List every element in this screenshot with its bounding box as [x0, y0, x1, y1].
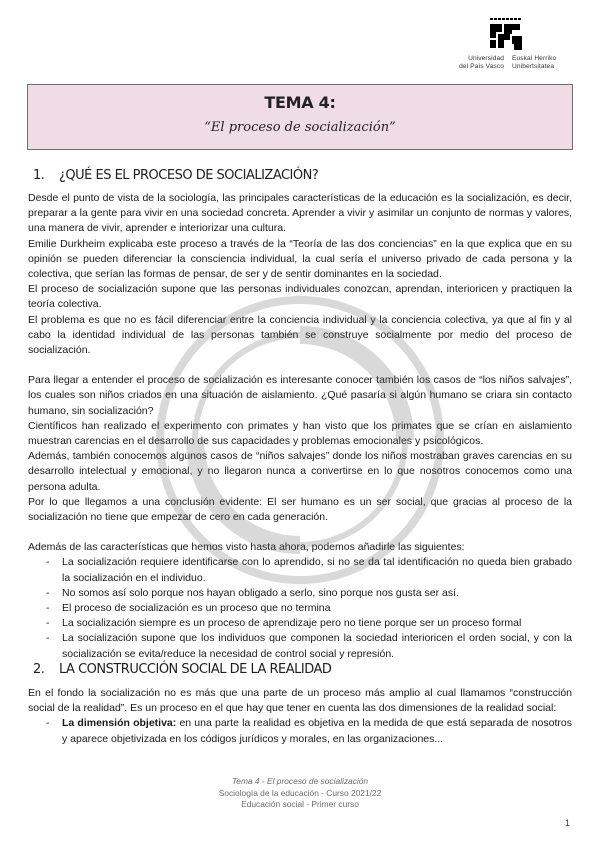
paragraph: Además, también conocemos algunos casos de “niños salvajes” donde los niños mostraban graves carencias en su desarrollo intelectual y emocional, y no llegaron nunca a convertirse en lo que nosotros conocemos como una persona adulta.	[28, 450, 572, 493]
footer-topic: Tema 4 - El proceso de socialización	[231, 776, 369, 786]
university-logo	[446, 18, 566, 74]
watermark-logo-icon	[150, 290, 450, 590]
page-number: 1	[564, 818, 570, 828]
footer-program: Educación social - Primer curso	[241, 799, 359, 809]
list-item: - La socialización siempre es un proceso de aprendizaje pero no tiene porque ser un proceso formal	[28, 616, 572, 631]
section-2-heading: 2. LA CONSTRUCCIÓN SOCIAL DE LA REALIDAD	[33, 662, 332, 677]
page-title: TEMA 4:	[264, 93, 336, 112]
paragraph: Emilie Durkheim explicaba este proceso a través de la “Teoría de las dos conciencias” en la que explica que en su opinión se pueden diferenciar la consciencia individual, la cual sería el universo privado de cada persona y la colectiva, que serían las formas de pensar, de ser y de sentir dominantes en la sociedad.	[28, 237, 572, 281]
title-box	[27, 84, 573, 150]
university-emblem-icon	[488, 18, 524, 52]
paragraph: El proceso de socialización supone que las personas individuales conozcan, aprendan, interioricen y practiquen la teoría colectiva.	[28, 283, 572, 311]
paragraph: Científicos han realizado el experimento con primates y han visto que los primates que se crían en aislamiento muestran carencias en el desarrollo de sus capacidades y problemas emocionales y psicológicos.	[28, 419, 572, 448]
paragraph: El problema es que no es fácil diferenciar entre la conciencia individual y la conciencia colectiva, ya que al fin y al cabo la identidad individual de las personas también se construye socialmente por medio del proceso de socialización.	[28, 313, 572, 357]
paragraph: Para llegar a entender el proceso de socialización es interesante conocer también los casos de “los niños salvajes”, los cuales son niños criados en una situación de aislamiento. ¿Qué pasaría si algún humano se criara sin contacto humano, sin socialización?	[28, 374, 572, 417]
logo-text-spanish: Universidad del País Vasco	[459, 55, 504, 70]
paragraph: Por lo que llegamos a una conclusión evidente: El ser humano es un ser social, que gracias al proceso de la socialización no tiene que empezar de cero en cada generación.	[28, 495, 572, 524]
section-2-body	[28, 686, 572, 747]
page-footer	[0, 776, 600, 811]
section-1-heading: 1. ¿QUÉ ES EL PROCESO DE SOCIALIZACIÓN?	[33, 168, 319, 183]
list-item: - El proceso de socialización es un proceso que no termina	[28, 601, 572, 616]
logo-text-basque: Euskal Herriko Unibertsitatea	[512, 55, 557, 70]
list-item: - La socialización supone que los individuos que componen la sociedad interioricen el orden social, y con la socialización se evita/reduce la necesidad de control social y represión.	[28, 631, 572, 661]
list-item-continuation: - No somos así solo porque nos hayan obligado a serlo, sino porque nos gusta ser así.	[28, 586, 572, 601]
footer-course: Sociología de la educación - Curso 2021/22	[218, 787, 382, 798]
list-item: - La socialización requiere identificarse con lo aprendido, si no se da tal identificación no queda bien grabado la socialización en el individuo.	[28, 555, 572, 585]
paragraph: Además de las características que hemos visto hasta ahora, podemos añadirle las siguientes:	[28, 541, 465, 554]
paragraph: En el fondo la socialización no es más que una parte de un proceso más amplio al cual llamamos “construcción social de la realidad”. Es un proceso en el que hay que tener en cuenta las dos dimensiones de la realidad social:	[28, 687, 572, 715]
dimensions-list	[28, 716, 572, 746]
paragraph: Desde el punto de vista de la sociología, las principales características de la educación es la socialización, es decir, preparar a la gente para vivir en una sociedad concreta. Aprender a vivir y asimilar un conjunto de normas y valores, una manera de vivir, aprender e interiorizar una cultura.	[28, 192, 572, 235]
list-item: - La dimensión objetiva: en una parte la realidad es objetiva en la medida de que está separada de nosotros y aparece objetivizada en los códigos jurídicos y morales, en las organizaciones...	[28, 716, 572, 746]
page-subtitle: “El proceso de socialización”	[204, 120, 396, 135]
